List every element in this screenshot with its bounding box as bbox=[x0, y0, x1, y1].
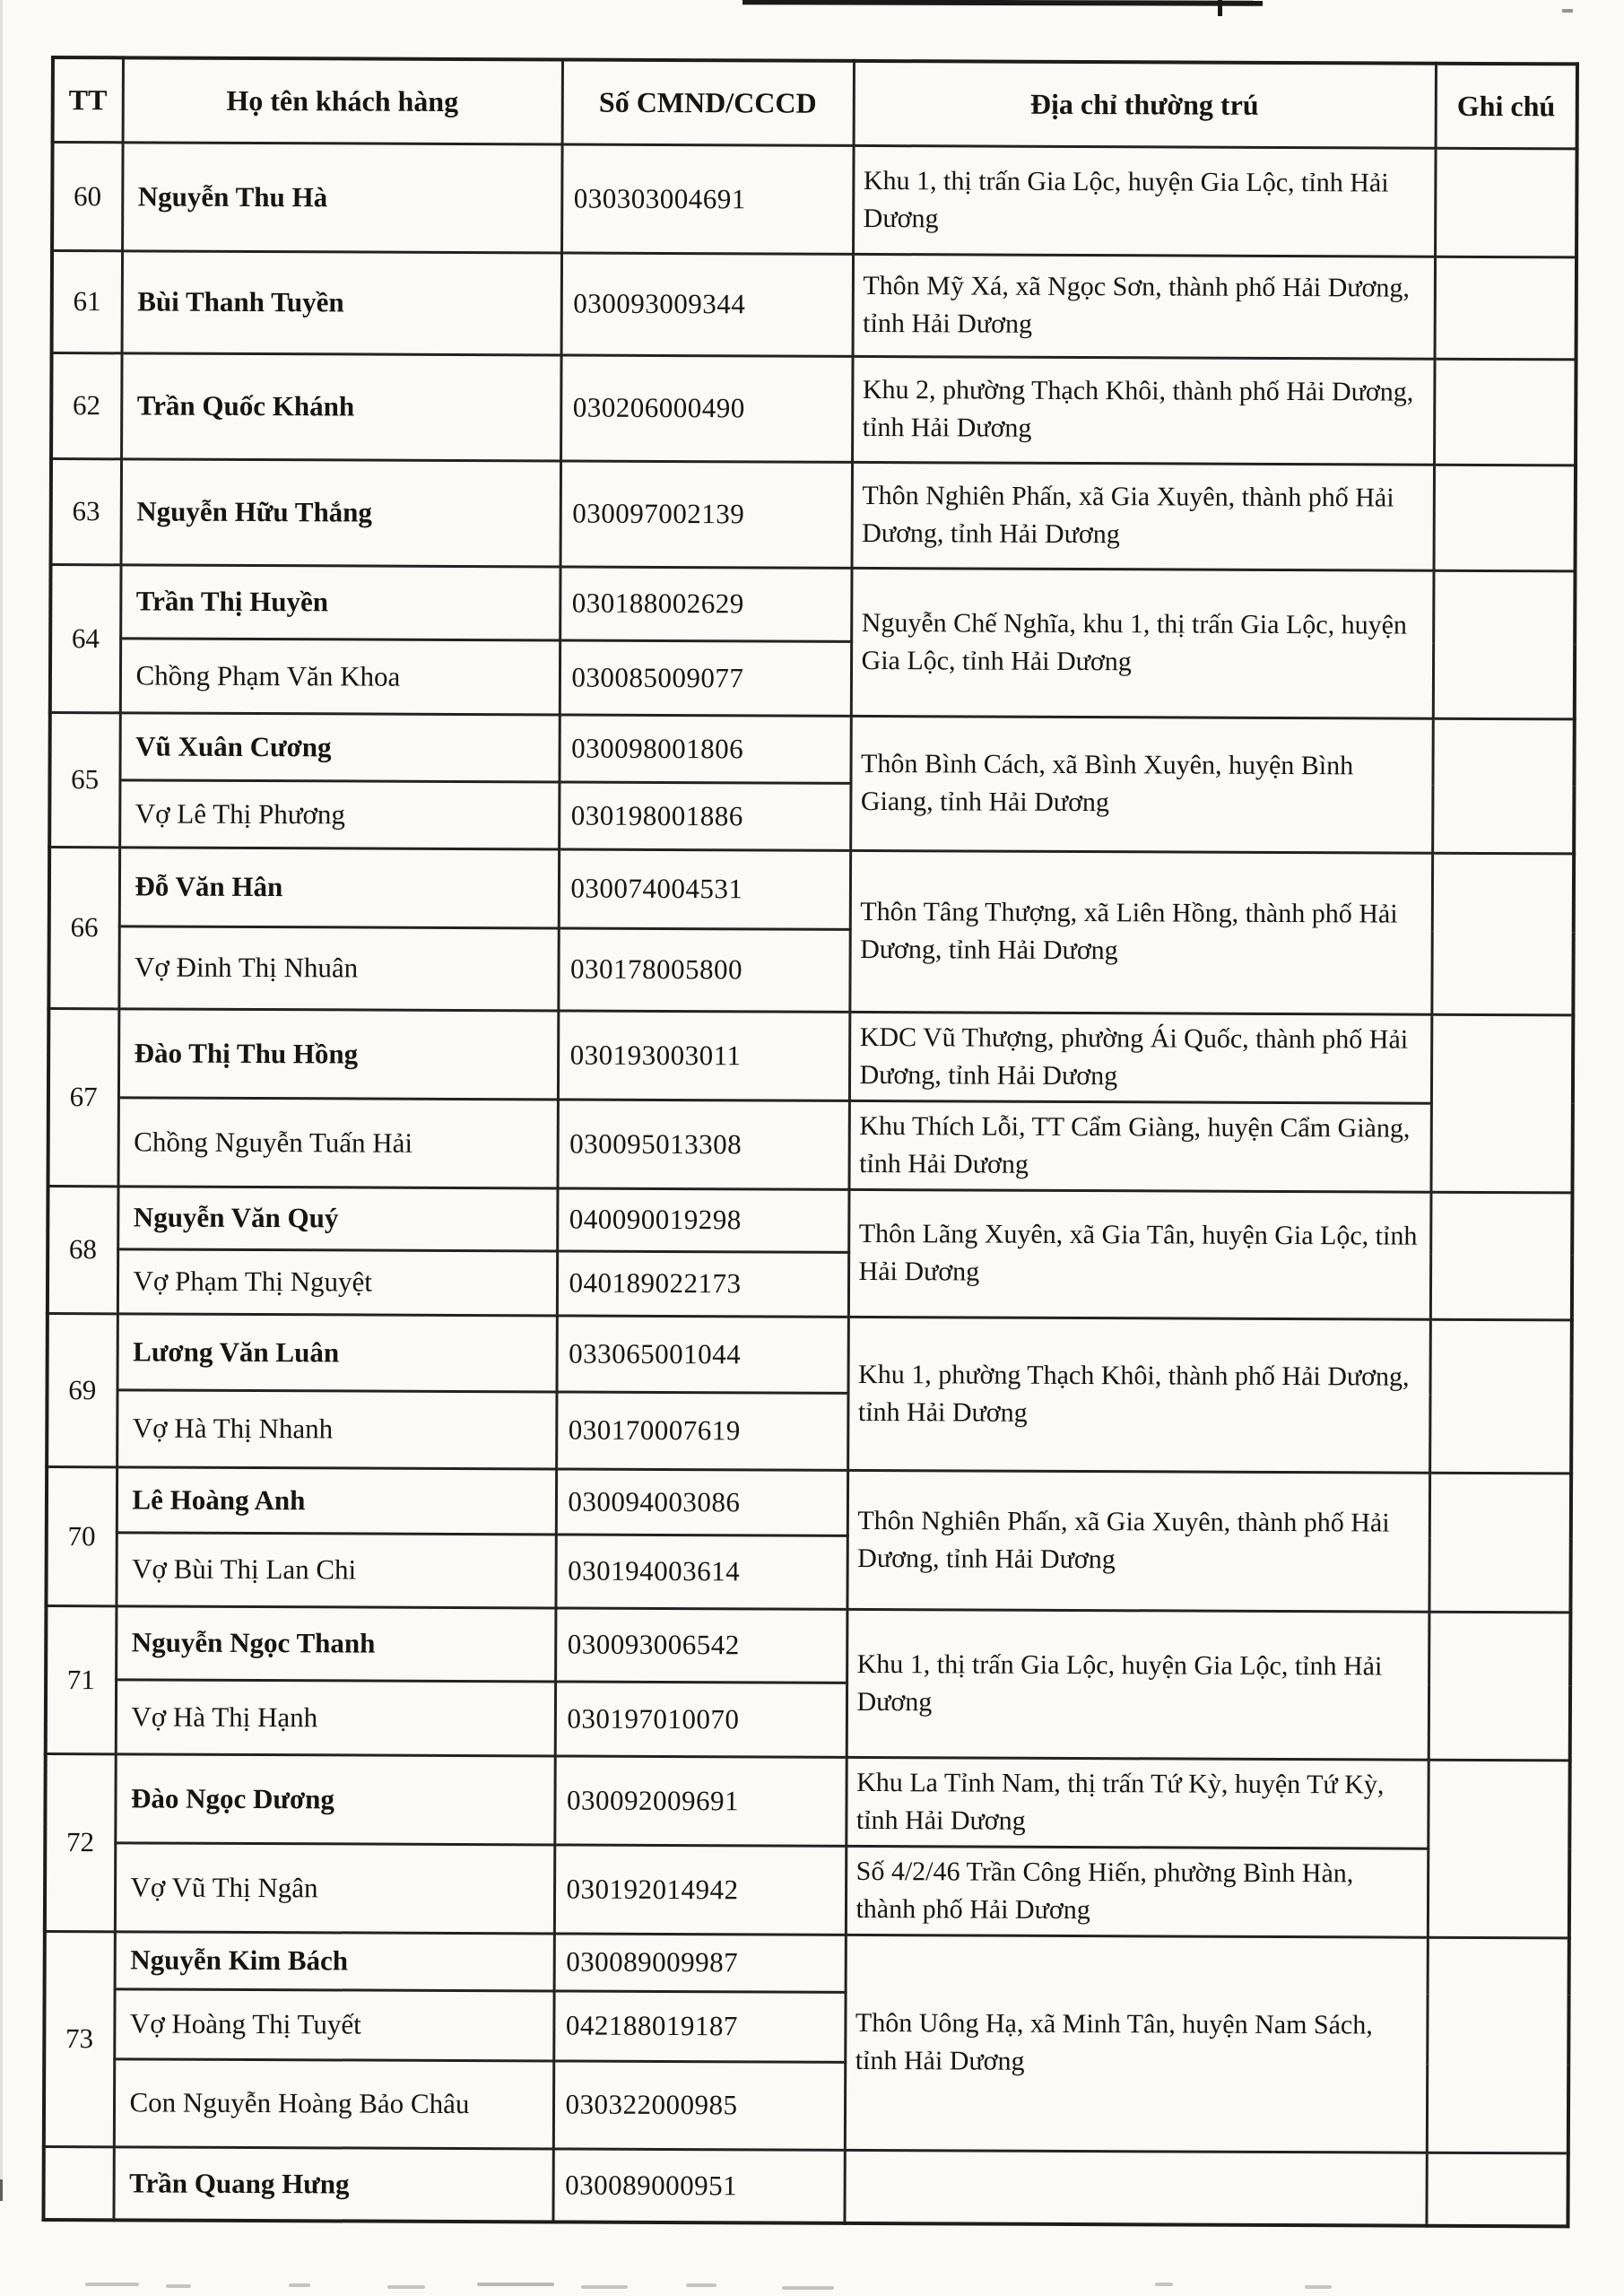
scan-speck bbox=[686, 2283, 716, 2287]
member-id-cell: 030197010070 bbox=[555, 1681, 847, 1756]
scan-artifact-right-edge bbox=[0, 0, 3, 2179]
note-cell bbox=[1430, 1192, 1573, 1320]
address-cell: Khu 1, thị trấn Gia Lộc, huyện Gia Lộc, tỉnh Hải Dương bbox=[847, 1609, 1429, 1760]
member-name-cell: Con Nguyễn Hoàng Bảo Châu bbox=[114, 2058, 553, 2148]
address-cell: Thôn Mỹ Xá, xã Ngọc Sơn, thành phố Hải Dương, tỉnh Hải Dương bbox=[853, 254, 1435, 359]
member-name-cell: Nguyễn Ngọc Thanh bbox=[116, 1605, 555, 1681]
member-id-cell: 030085009077 bbox=[560, 639, 851, 715]
address-cell: Thôn Uông Hạ, xã Minh Tân, huyện Nam Sách, tỉnh Hải Dương bbox=[845, 1935, 1428, 2152]
member-id-cell: 030206000490 bbox=[560, 354, 853, 461]
member-id-cell: 030097002139 bbox=[560, 460, 853, 567]
address-cell: Thôn Lãng Xuyên, xã Gia Tân, huyện Gia Lộc, tỉnh Hải Dương bbox=[848, 1189, 1431, 1319]
row-number-cell bbox=[43, 2146, 113, 2220]
table-row bbox=[47, 1466, 1571, 1538]
row-number-cell: 62 bbox=[51, 352, 122, 458]
member-name-cell: Trần Quang Hưng bbox=[113, 2146, 552, 2222]
scan-artifact-top-tick bbox=[1218, 0, 1222, 16]
header-address: Địa chỉ thường trú bbox=[854, 61, 1436, 148]
table-body bbox=[43, 142, 1576, 2226]
row-number-cell: 61 bbox=[52, 250, 122, 352]
note-cell bbox=[1435, 257, 1576, 360]
scan-speck bbox=[1305, 2285, 1332, 2289]
member-id-cell: 030178005800 bbox=[558, 927, 849, 1011]
note-cell bbox=[1429, 1473, 1571, 1613]
scan-speck bbox=[477, 2283, 554, 2286]
header-customer-name: Họ tên khách hàng bbox=[123, 57, 562, 144]
member-name-cell: Bùi Thanh Tuyền bbox=[122, 250, 561, 354]
scan-artifact-top-line bbox=[743, 0, 1263, 6]
note-cell bbox=[1434, 465, 1576, 571]
note-cell bbox=[1430, 1014, 1573, 1193]
table-row bbox=[48, 1313, 1572, 1396]
member-name-cell: Đào Ngọc Dương bbox=[115, 1753, 554, 1844]
note-cell bbox=[1431, 853, 1574, 1015]
member-id-cell: 030089009987 bbox=[554, 1933, 846, 1991]
member-id-cell: 030093006542 bbox=[555, 1607, 847, 1682]
scan-speck bbox=[289, 2283, 310, 2287]
member-id-cell: 030089000951 bbox=[552, 2148, 844, 2222]
address-cell: Khu 1, phường Thạch Khôi, thành phố Hải Dương, tỉnh Hải Dương bbox=[847, 1317, 1430, 1473]
scan-artifact-margin-mark bbox=[0, 2179, 3, 2201]
table-row bbox=[48, 1008, 1573, 1103]
address-cell: Số 4/2/46 Trần Công Hiến, phường Bình Hàn, thành phố Hải Dương bbox=[846, 1846, 1428, 1937]
member-name-cell: Vợ Lê Thị Phương bbox=[119, 779, 559, 848]
member-id-cell: 030303004691 bbox=[561, 144, 854, 253]
member-name-cell: Lương Văn Luân bbox=[117, 1313, 557, 1391]
table-row bbox=[52, 142, 1577, 257]
row-number-cell: 64 bbox=[50, 564, 121, 712]
note-cell bbox=[1429, 1319, 1572, 1474]
table-row bbox=[45, 1842, 1569, 1937]
address-cell: Khu La Tỉnh Nam, thị trấn Tứ Kỳ, huyện Tứ Kỳ, tỉnh Hải Dương bbox=[846, 1757, 1428, 1848]
row-number-cell: 67 bbox=[48, 1008, 119, 1186]
member-name-cell: Nguyễn Thu Hà bbox=[122, 142, 562, 252]
member-name-cell: Chồng Phạm Văn Khoa bbox=[120, 638, 560, 714]
note-cell bbox=[1428, 1760, 1570, 1938]
row-number-cell: 68 bbox=[48, 1186, 118, 1313]
member-name-cell: Nguyễn Hữu Thắng bbox=[121, 458, 561, 566]
address-cell: Khu 2, phường Thạch Khôi, thành phố Hải Dương, tỉnh Hải Dương bbox=[852, 356, 1435, 465]
table-row bbox=[51, 458, 1576, 570]
scan-speck bbox=[581, 2285, 628, 2289]
member-name-cell: Vợ Hà Thị Hạnh bbox=[116, 1679, 555, 1755]
table-row bbox=[48, 1186, 1572, 1255]
member-id-cell: 042188019187 bbox=[553, 1990, 845, 2061]
address-cell: Thôn Tâng Thượng, xã Liên Hồng, thành phố Hải Dương, tỉnh Hải Dương bbox=[849, 850, 1432, 1014]
member-id-cell: 030098001806 bbox=[559, 714, 850, 782]
table-row bbox=[46, 1605, 1570, 1685]
note-cell bbox=[1433, 570, 1576, 719]
address-cell: Khu Thích Lỗi, TT Cẩm Giàng, huyện Cẩm Giàng, tỉnh Hải Dương bbox=[848, 1100, 1430, 1192]
header-tt: TT bbox=[53, 57, 123, 142]
member-id-cell: 033065001044 bbox=[557, 1315, 848, 1392]
member-id-cell: 030074004531 bbox=[559, 848, 850, 928]
table-row bbox=[50, 564, 1575, 644]
member-name-cell: Nguyễn Văn Quý bbox=[117, 1186, 557, 1250]
member-name-cell: Vợ Hà Thị Nhanh bbox=[117, 1389, 556, 1468]
member-name-cell: Chồng Nguyễn Tuấn Hải bbox=[118, 1097, 558, 1187]
table-row bbox=[45, 1753, 1569, 1848]
member-id-cell: 030194003614 bbox=[555, 1534, 847, 1608]
member-id-cell: 040090019298 bbox=[557, 1187, 848, 1251]
table-row bbox=[52, 250, 1576, 359]
scan-artifact-top-dot bbox=[1562, 9, 1573, 13]
table-row bbox=[51, 352, 1576, 465]
address-cell: KDC Vũ Thượng, phường Ái Quốc, thành phố Hải Dương, tỉnh Hải Dương bbox=[849, 1012, 1431, 1103]
row-number-cell: 70 bbox=[46, 1466, 117, 1605]
member-id-cell: 030170007619 bbox=[556, 1391, 847, 1469]
table-row bbox=[48, 1097, 1573, 1192]
header-note: Ghi chú bbox=[1436, 64, 1577, 149]
member-name-cell: Trần Quốc Khánh bbox=[121, 352, 561, 460]
member-name-cell: Vợ Đinh Thị Nhuân bbox=[118, 926, 558, 1010]
member-id-cell: 040189022173 bbox=[557, 1250, 848, 1316]
member-id-cell: 030198001886 bbox=[559, 781, 850, 849]
note-cell bbox=[1432, 718, 1575, 854]
member-name-cell: Vợ Phạm Thị Nguyệt bbox=[117, 1248, 557, 1315]
table-row bbox=[43, 2146, 1568, 2226]
address-cell: Khu 1, thị trấn Gia Lộc, huyện Gia Lộc, tỉnh Hải Dương bbox=[853, 145, 1436, 257]
member-name-cell: Vũ Xuân Cương bbox=[119, 712, 559, 781]
header-id-number: Số CMND/CCCD bbox=[562, 59, 854, 144]
table-row bbox=[49, 712, 1574, 786]
header-row bbox=[53, 57, 1577, 148]
member-name-cell: Vợ Vũ Thị Ngân bbox=[115, 1842, 554, 1933]
row-number-cell: 65 bbox=[49, 712, 120, 847]
member-id-cell: 030192014942 bbox=[554, 1844, 846, 1934]
scan-speck bbox=[1155, 2283, 1173, 2286]
address-cell: Thôn Nghiên Phấn, xã Gia Xuyên, thành phố Hải Dương, tỉnh Hải Dương bbox=[847, 1470, 1429, 1612]
member-id-cell: 030095013308 bbox=[557, 1099, 848, 1188]
member-id-cell: 030093009344 bbox=[561, 252, 853, 355]
scan-speck bbox=[782, 2286, 834, 2290]
address-cell bbox=[844, 2150, 1426, 2226]
note-cell bbox=[1427, 1937, 1569, 2153]
scan-speck bbox=[85, 2283, 139, 2286]
document-table-area bbox=[41, 56, 1579, 2228]
member-name-cell: Nguyễn Kim Bách bbox=[115, 1931, 554, 1990]
address-cell: Thôn Nghiên Phấn, xã Gia Xuyên, thành phố Hải Dương, tỉnh Hải Dương bbox=[852, 462, 1435, 570]
member-name-cell: Trần Thị Huyền bbox=[120, 564, 560, 639]
note-cell bbox=[1429, 1612, 1571, 1761]
note-cell bbox=[1426, 2152, 1568, 2227]
table-row bbox=[49, 847, 1574, 932]
note-cell bbox=[1435, 148, 1577, 257]
scan-speck bbox=[166, 2284, 191, 2288]
note-cell bbox=[1434, 359, 1576, 465]
address-cell: Nguyễn Chế Nghĩa, khu 1, thị trấn Gia Lộc, huyện Gia Lộc, tỉnh Hải Dương bbox=[851, 568, 1434, 718]
scan-speck bbox=[387, 2285, 425, 2289]
row-number-cell: 73 bbox=[44, 1931, 115, 2146]
row-number-cell: 60 bbox=[52, 142, 123, 250]
member-id-cell: 030188002629 bbox=[560, 566, 851, 640]
member-name-cell: Lê Hoàng Anh bbox=[117, 1466, 556, 1534]
address-cell: Thôn Bình Cách, xã Bình Xuyên, huyện Bình Giang, tỉnh Hải Dương bbox=[850, 716, 1433, 853]
member-id-cell: 030322000985 bbox=[553, 2060, 845, 2149]
member-name-cell: Đỗ Văn Hân bbox=[119, 847, 559, 927]
member-name-cell: Vợ Bùi Thị Lan Chi bbox=[116, 1532, 555, 1607]
row-number-cell: 66 bbox=[48, 847, 119, 1008]
row-number-cell: 71 bbox=[46, 1605, 117, 1753]
row-number-cell: 63 bbox=[51, 458, 122, 564]
row-number-cell: 69 bbox=[47, 1313, 117, 1466]
member-name-cell: Vợ Hoàng Thị Tuyết bbox=[114, 1988, 553, 2060]
table-header bbox=[53, 57, 1577, 148]
member-id-cell: 030094003086 bbox=[556, 1468, 847, 1535]
customer-table bbox=[41, 56, 1579, 2228]
row-number-cell: 72 bbox=[45, 1753, 116, 1931]
member-id-cell: 030092009691 bbox=[554, 1755, 846, 1845]
member-id-cell: 030193003011 bbox=[558, 1010, 849, 1100]
table-row bbox=[45, 1931, 1569, 1995]
member-name-cell: Đào Thị Thu Hồng bbox=[118, 1008, 558, 1099]
